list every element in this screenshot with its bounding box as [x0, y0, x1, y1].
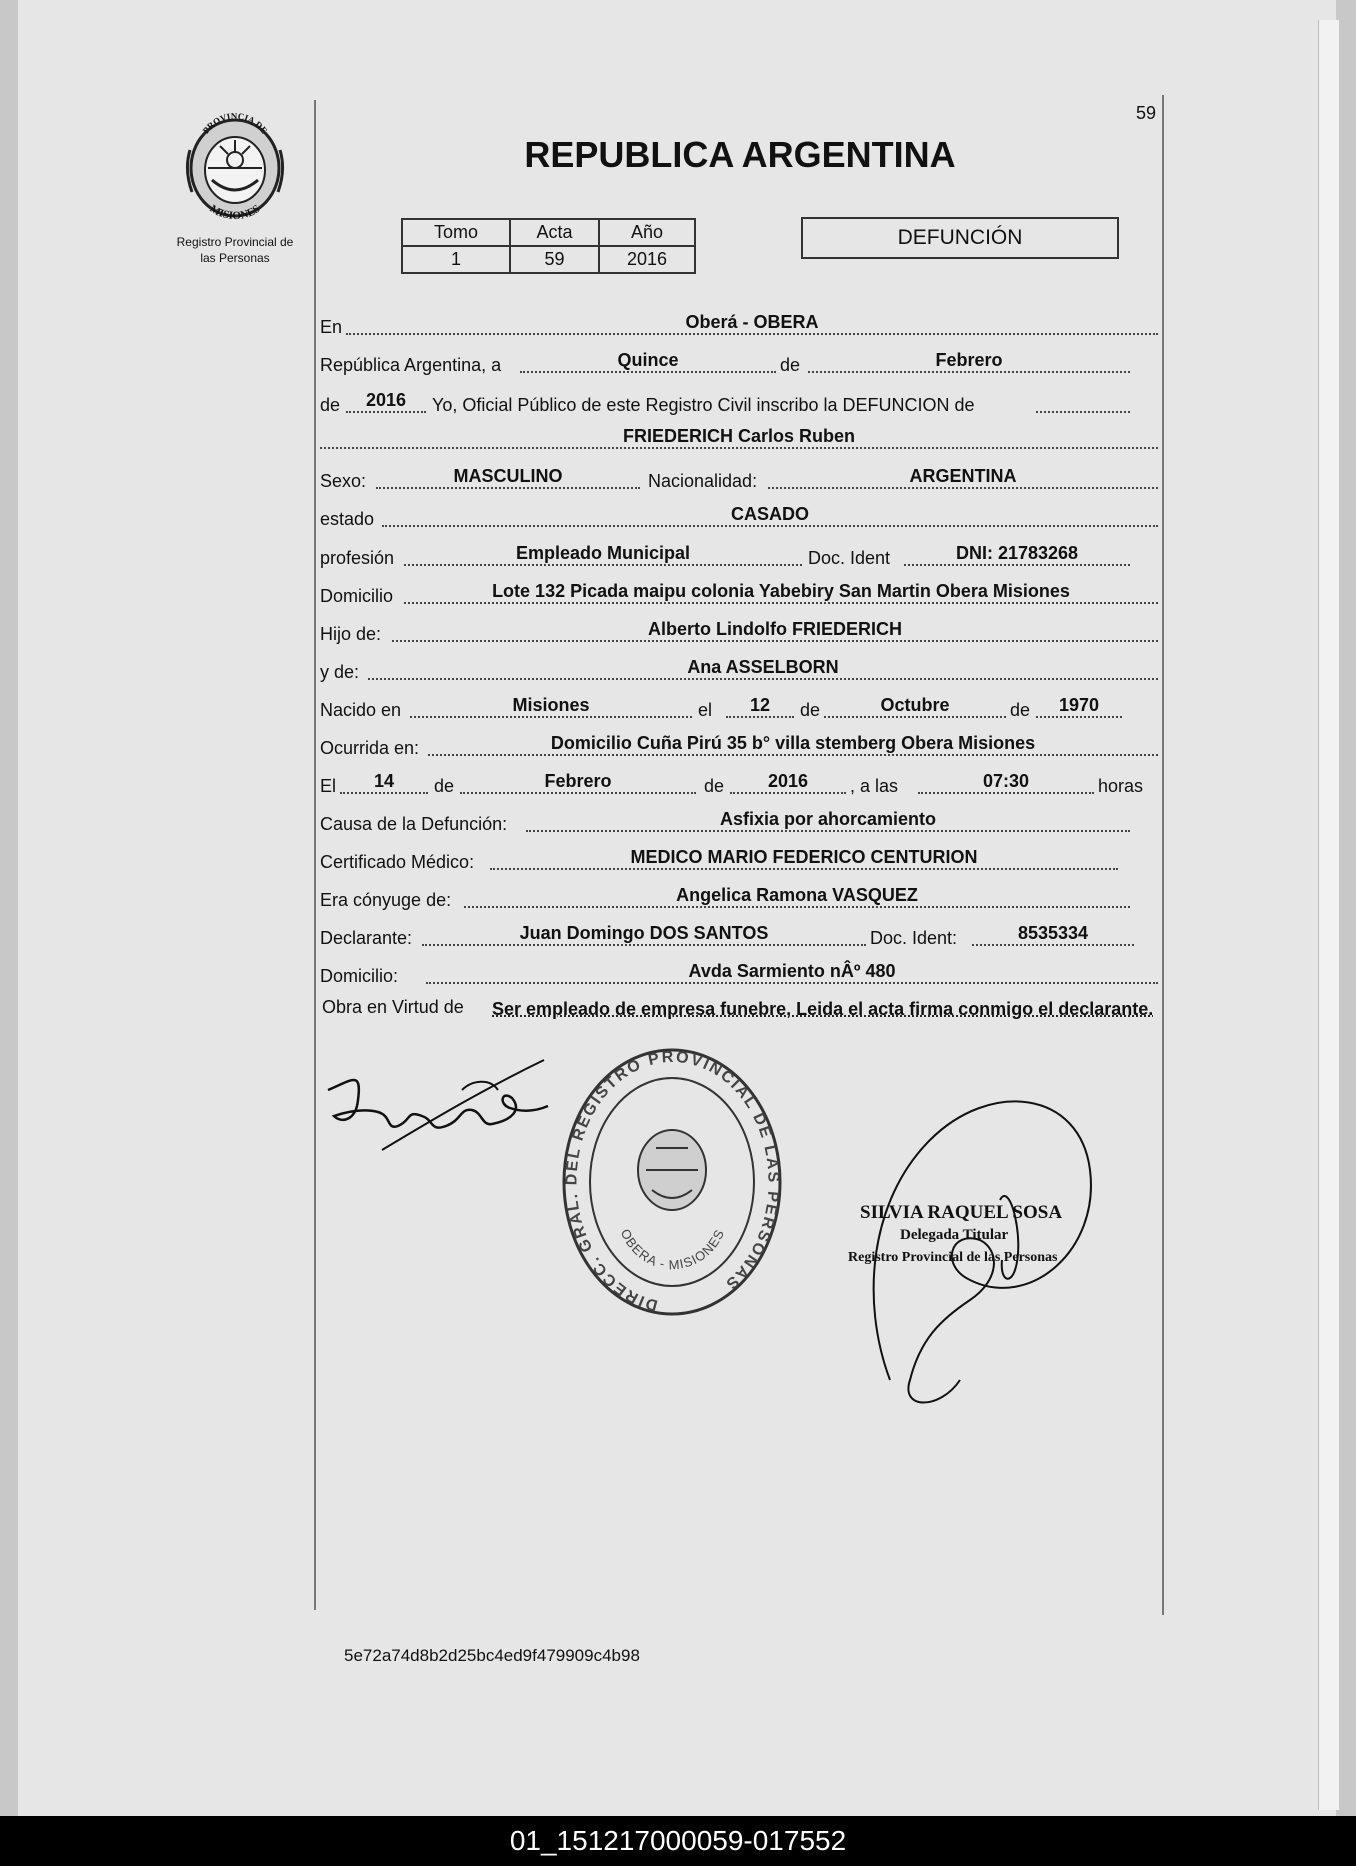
- row-fecha-defuncion: [320, 770, 1160, 800]
- field-mes-defuncion: Febrero: [460, 770, 696, 794]
- label-de: de: [1010, 700, 1031, 720]
- value-anio: 2016: [599, 246, 695, 273]
- field-nacionalidad: ARGENTINA: [768, 465, 1158, 489]
- registry-label: [160, 234, 310, 266]
- official-organization: Registro Provincial de las Personas: [848, 1250, 1058, 1265]
- document-hash: 5e72a74d8b2d25bc4ed9f479909c4b98: [344, 1646, 640, 1665]
- field-lugar-defuncion: Domicilio Cuña Pirú 35 b° villa stemberg Obera Misiones: [428, 732, 1158, 756]
- reference-value-row: [402, 246, 695, 273]
- label-el: el: [698, 700, 713, 720]
- field-dia-nacimiento: 12: [726, 694, 794, 718]
- field-dia-defuncion: 14: [340, 770, 428, 794]
- label-obra-virtud: Obra en Virtud de: [322, 997, 464, 1017]
- stamp-ring-text: DIRECC. GRAL. DEL REGISTRO PROVINCIAL DE LAS PERSONAS: [563, 1048, 782, 1314]
- label-domicilio: Domicilio: [320, 586, 394, 606]
- field-obra-virtud: Ser empleado de empresa funebre, Leida el acta firma conmigo el declarante.: [492, 999, 1154, 1019]
- field-anio-defuncion: 2016: [730, 770, 846, 794]
- row-profesion: [320, 542, 1160, 572]
- label-yo-oficial: Yo, Oficial Público de este Registro Civil inscribo la DEFUNCION de: [432, 395, 975, 415]
- field-documento: DNI: 21783268: [904, 542, 1130, 566]
- row-fecha-inscripcion: [320, 349, 1160, 379]
- page-number: 59: [1136, 103, 1157, 123]
- field-anio-nacimiento: 1970: [1036, 694, 1122, 718]
- label-estado: estado: [320, 509, 375, 529]
- field-lugar: Oberá - OBERA: [346, 311, 1158, 335]
- label-de: de: [780, 355, 801, 375]
- row-padre: [320, 618, 1160, 648]
- label-el-cap: El: [320, 776, 337, 796]
- field-nombre: FRIEDERICH Carlos Ruben: [320, 425, 1158, 449]
- declarant-signature: [322, 1050, 562, 1170]
- field-causa: Asfixia por ahorcamiento: [526, 808, 1130, 832]
- label-domicilio-declarante: Domicilio:: [320, 966, 399, 986]
- label-en: En: [320, 317, 343, 337]
- field-madre: Ana ASSELBORN: [368, 656, 1158, 680]
- label-de: de: [704, 776, 725, 796]
- row-certificado: [320, 846, 1160, 876]
- label-conyuge: Era cónyuge de:: [320, 890, 452, 910]
- value-tomo: 1: [402, 246, 510, 273]
- label-sexo: Sexo:: [320, 471, 367, 491]
- official-stamp: [560, 1040, 785, 1320]
- field-dia-inscripcion: Quince: [520, 349, 776, 373]
- label-republica: República Argentina, a: [320, 355, 502, 375]
- field-sexo: MASCULINO: [376, 465, 640, 489]
- label-ocurrida-en: Ocurrida en:: [320, 738, 420, 758]
- label-profesion: profesión: [320, 548, 395, 568]
- field-domicilio-declarante: Avda Sarmiento nÂº 480: [426, 960, 1158, 984]
- label-causa: Causa de la Defunción:: [320, 814, 508, 834]
- row-declarante: [320, 922, 1160, 952]
- field-doc-declarante: 8535334: [972, 922, 1134, 946]
- row-sexo: [320, 465, 1160, 495]
- row-lugar-defuncion: [320, 732, 1160, 762]
- official-title: Delegada Titular: [900, 1227, 1009, 1243]
- field-hora-defuncion: 07:30: [918, 770, 1094, 794]
- paper-edge: [1318, 20, 1339, 1810]
- row-domicilio: [320, 580, 1160, 610]
- field-domicilio: Lote 132 Picada maipu colonia Yabebiry San Martin Obera Misiones: [404, 580, 1158, 604]
- field-certificado: MEDICO MARIO FEDERICO CENTURION: [490, 846, 1118, 870]
- label-horas: horas: [1098, 776, 1144, 796]
- row-anio-inscripcion: [320, 389, 1160, 419]
- field-estado: CASADO: [382, 503, 1158, 527]
- header-acta: Acta: [510, 219, 599, 246]
- page-title: REPUBLICA ARGENTINA: [524, 134, 956, 175]
- row-causa: [320, 808, 1160, 838]
- field-lugar-nacimiento: Misiones: [410, 694, 692, 718]
- field-mes-nacimiento: Octubre: [824, 694, 1006, 718]
- seal-top-text: PROVINCIA DE: [200, 110, 270, 136]
- reference-table: [401, 218, 696, 274]
- seal-bottom-text: MISIONES: [207, 202, 263, 223]
- label-declarante: Declarante:: [320, 928, 413, 948]
- left-margin-line: [314, 100, 316, 1610]
- field-declarante: Juan Domingo DOS SANTOS: [422, 922, 866, 946]
- row-conyuge: [320, 884, 1160, 914]
- row-nombre: [320, 425, 1160, 455]
- value-acta: 59: [510, 246, 599, 273]
- header-tomo: Tomo: [402, 219, 510, 246]
- label-de: de: [434, 776, 455, 796]
- reference-header-row: [402, 219, 695, 246]
- field-mes-inscripcion: Febrero: [808, 349, 1130, 373]
- stamp-inner-text: OBERA - MISIONES: [617, 1226, 728, 1273]
- header-anio: Año: [599, 219, 695, 246]
- row-lugar: [320, 311, 1160, 341]
- field-conyuge: Angelica Ramona VASQUEZ: [464, 884, 1130, 908]
- scan-id: 01_151217000059-017552: [509, 1825, 847, 1856]
- row-domicilio-declarante: [320, 960, 1160, 990]
- row-nacimiento: [320, 694, 1160, 724]
- svg-text:OBERA - MISIONES: [618, 1227, 728, 1273]
- label-de: de: [320, 395, 341, 415]
- provincial-seal-logo: [180, 110, 290, 226]
- label-certificado: Certificado Médico:: [320, 852, 475, 872]
- field-blank: [1036, 389, 1130, 413]
- label-y-de: y de:: [320, 662, 360, 682]
- label-nacionalidad: Nacionalidad:: [648, 471, 758, 491]
- field-anio-inscripcion: 2016: [346, 389, 426, 413]
- label-a-las: , a las: [850, 776, 899, 796]
- label-doc-ident-declarante: Doc. Ident:: [870, 928, 958, 948]
- registry-label-line2: las Personas: [200, 251, 270, 265]
- registry-label-line1: Registro Provincial de: [176, 235, 294, 249]
- row-madre: [320, 656, 1160, 686]
- act-type-box: DEFUNCIÓN: [801, 217, 1119, 259]
- right-margin-line: [1162, 95, 1164, 1615]
- label-de: de: [800, 700, 821, 720]
- label-hijo-de: Hijo de:: [320, 624, 382, 644]
- field-profesion: Empleado Municipal: [404, 542, 802, 566]
- official-name: SILVIA RAQUEL SOSA: [860, 1202, 1063, 1223]
- field-padre: Alberto Lindolfo FRIEDERICH: [392, 618, 1158, 642]
- row-estado: [320, 503, 1160, 533]
- label-nacido-en: Nacido en: [320, 700, 402, 720]
- label-doc-ident: Doc. Ident: [808, 548, 891, 568]
